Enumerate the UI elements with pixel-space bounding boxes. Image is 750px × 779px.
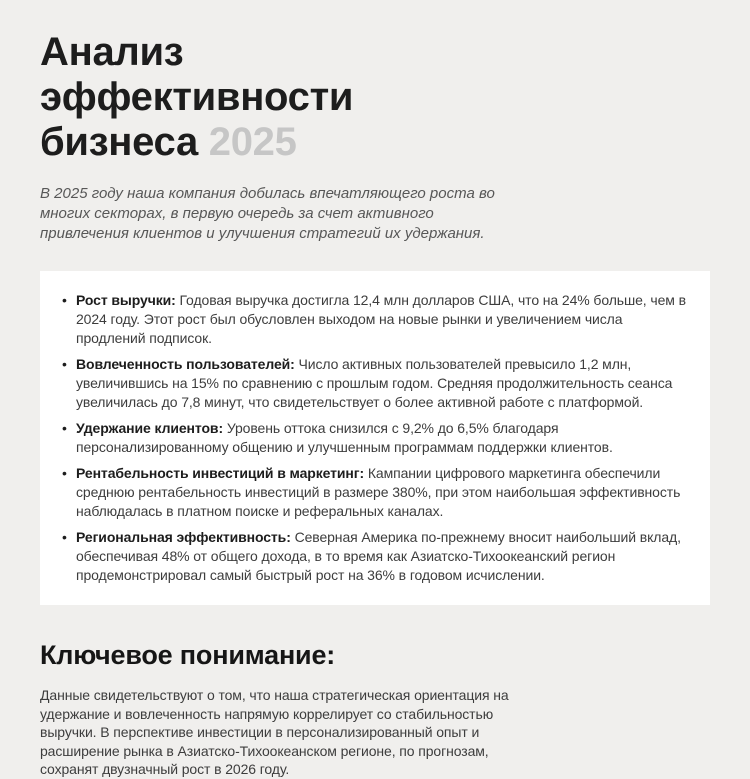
bullet-icon: • — [62, 292, 67, 308]
highlight-label: Региональная эффективность: — [76, 529, 291, 545]
highlight-content — [76, 464, 692, 521]
bullet-icon: • — [62, 529, 67, 545]
highlight-item-regional — [62, 528, 692, 585]
highlights-list — [62, 291, 692, 585]
title-line-2: эффективности — [40, 75, 354, 119]
highlight-item-marketing-roi — [62, 464, 692, 521]
highlight-label: Рост выручки: — [76, 292, 176, 308]
highlight-text: Северная Америка по-прежнему вносит наибольший вклад, обеспечивая 48% от общего дохода, в то время как Азиатско-Тихоокеанский регион продемонстрировал самый быстрый рост на 36% в годовом исчислении. — [76, 529, 681, 583]
title-line-3: бизнеса — [40, 120, 198, 164]
highlight-content — [76, 355, 692, 412]
insight-paragraph: Данные свидетельствуют о том, что наша стратегическая ориентация на удержание и вовлеченность напрямую коррелирует со стабильностью выручки. В перспективе инвестиции в персонализированный опыт и расширение рынка в Азиатско-Тихоокеанском регионе, по прогнозам, сохранят двузначный рост в 2026 году. — [40, 687, 509, 777]
highlight-text: Годовая выручка достигла 12,4 млн долларов США, что на 24% больше, чем в 2024 году. Этот рост был обусловлен выходом на новые рынки и увеличением числа продлений подписок. — [76, 292, 686, 346]
bullet-icon: • — [62, 420, 67, 436]
page-title — [40, 30, 710, 165]
highlight-item-engagement — [62, 355, 692, 412]
highlight-item-retention — [62, 419, 692, 457]
highlight-content — [76, 419, 692, 457]
highlight-content — [76, 528, 692, 585]
highlight-text: Кампании цифрового маркетинга обеспечили среднюю рентабельность инвестиций в размере 380%, при этом наибольшая эффективность наблюдалась в платном поиске и реферальных каналах. — [76, 465, 681, 519]
highlight-text: Число активных пользователей превысило 1,2 млн, увеличившись на 15% по сравнению с прошлым годом. Средняя продолжительность сеанса увеличилась до 7,8 минут, что свидетельствует о более активной работе с платформой. — [76, 356, 673, 410]
insight-heading: Ключевое понимание: — [40, 640, 336, 670]
bullet-icon: • — [62, 465, 67, 481]
title-line-1: Анализ — [40, 30, 184, 74]
highlight-label: Рентабельность инвестиций в маркетинг: — [76, 465, 365, 481]
bullet-icon: • — [62, 356, 67, 372]
highlight-content — [76, 291, 692, 348]
highlight-item-revenue — [62, 291, 692, 348]
highlight-label: Вовлеченность пользователей: — [76, 356, 295, 372]
highlight-label: Удержание клиентов: — [76, 420, 224, 436]
intro-subtitle: В 2025 году наша компания добилась впечатляющего роста во многих секторах, в первую очередь за счет активного привлечения клиентов и улучшения стратегий их удержания. — [40, 185, 495, 242]
highlights-card — [40, 271, 710, 605]
highlight-text: Уровень оттока снизился с 9,2% до 6,5% благодаря персонализированному общению и улучшенным программам поддержки клиентов. — [76, 420, 613, 455]
title-year: 2025 — [208, 120, 297, 164]
